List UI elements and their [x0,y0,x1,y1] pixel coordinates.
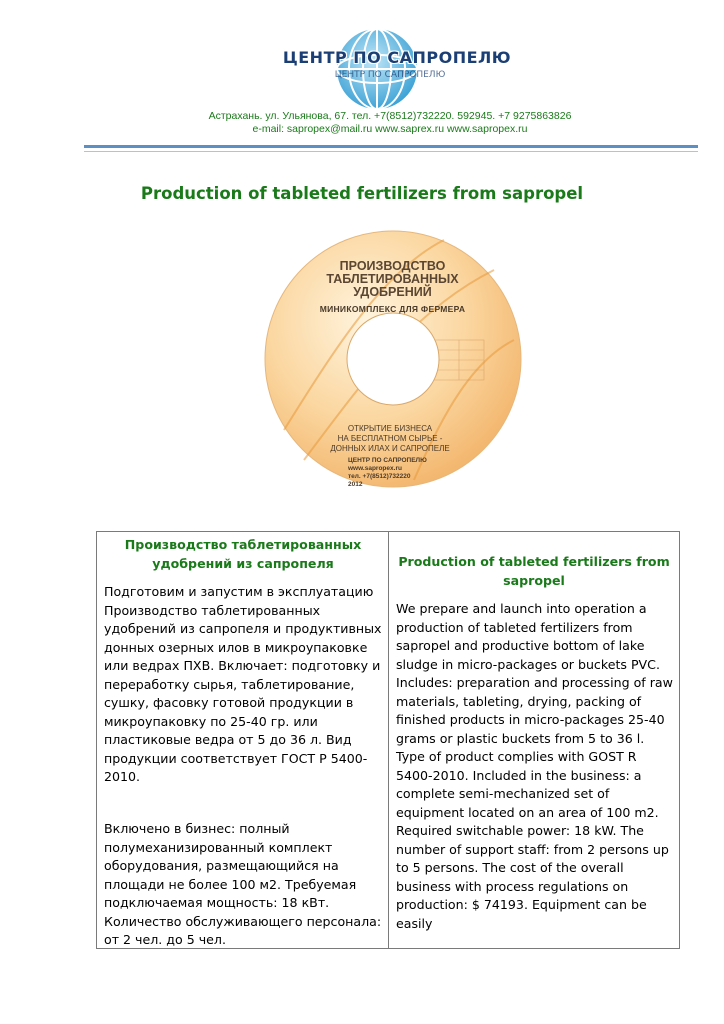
globe-logo-icon [262,28,492,110]
page-title: Production of tableted fertilizers from sapropel [140,184,584,203]
disc-slogan-line: ДОННЫХ ИЛАХ И САПРОПЕЛЕ [330,444,450,453]
disc-title-line: ТАБЛЕТИРОВАННЫХ [326,272,459,286]
address-block [190,110,590,136]
ru-paragraph-1: Подготовим и запустим в эксплуатацию Производство таблетированных удобрений из сапропеля и продуктивных донных озерных илов в микроупаковке или ведрах ПХВ. Включает: подготовку и переработку сырья, таблетирование, сушку, фасовку готовой продукции в микроупаковку по 25-40 гр. или пластиковые ведра от 5 до 36 л. Вид продукции соответствует ГОСТ Р 5400-2010. [104,584,382,784]
header-rule [84,145,698,148]
disc-footer-line: 2012 [348,481,363,488]
disc-footer [348,457,448,489]
contacts-line: e-mail: sapropex@mail.ru www.saprex.ru www.sapropex.ru [252,123,528,135]
disc-subtitle: МИНИКОМПЛЕКС ДЛЯ ФЕРМЕРА [319,304,466,314]
disc-footer-line: www.sapropex.ru [348,465,402,472]
disc-title [300,260,485,299]
en-paragraph-1: We prepare and launch into operation a production of tableted fertilizers from sapropel and productive bottom of lake sludge in micro-packages or buckets PVC. Includes: preparation and processing of raw materials, tableting, drying, packing of finished products in micro-packages 25-40 grams or plastic buckets from 5 to 36 l. Type of product complies with GOST R 5400-2010. Included in the business: a complete semi-mechanized set of equipment located on an area of 100 m2. Required switchable power: 18 kW. The number of support staff: from 2 persons up to 5 persons. The cost of the overall business with process regulations on production: $ 74193. Equipment can be easily [396,601,673,931]
logo-subtitle: ЦЕНТР ПО САПРОПЕЛЮ [334,70,446,80]
header-rule-thin [84,151,698,152]
disc-slogan-line: ОТКРЫТИЕ БИЗНЕСА [347,424,433,433]
ru-paragraph-2: Включено в бизнес: полный полумеханизированный комплект оборудования, размещающийся на площади не более 100 м2. Требуемая подключаемая мощность: 18 кВт. Количество обслуживающего персонала: от 2 чел. до 5 чел. [104,821,382,947]
ru-heading: Производство таблетированных удобрений из сапропеля [124,537,362,571]
disc-title-line: УДОБРЕНИЙ [353,285,432,299]
disc-footer-line: ЦЕНТР ПО САПРОПЕЛЮ [348,457,427,464]
disc-slogan-line: НА БЕСПЛАТНОМ СЫРЬЕ - [337,434,443,443]
table-column-divider [388,531,389,949]
logo-title: ЦЕНТР ПО САПРОПЕЛЮ [282,48,512,67]
address-line: Астрахань. ул. Ульянова, 67. тел. +7(8512)732220. 592945. +7 9275863826 [208,110,572,122]
en-heading: Production of tableted fertilizers from sapropel [398,554,670,588]
disc-footer-line: тел. +7(8512)732220 [348,473,411,480]
disc-title-line: ПРОИЗВОДСТВО [339,259,446,273]
disc-slogan [290,424,490,454]
